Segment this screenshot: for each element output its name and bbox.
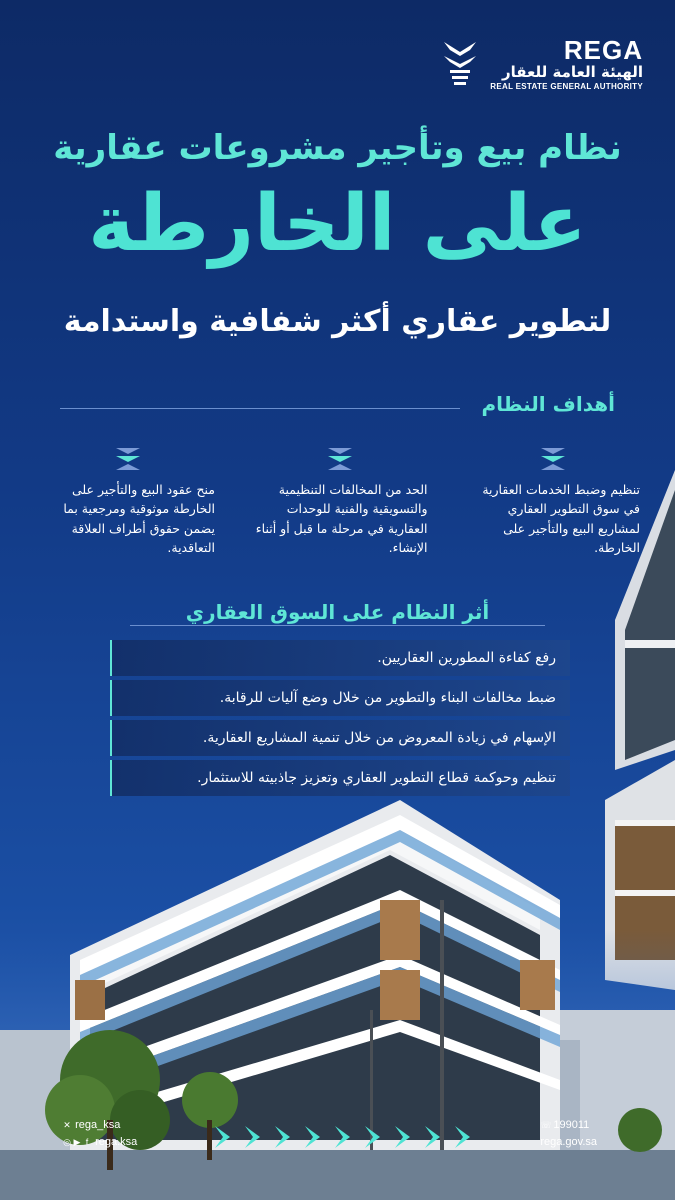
goals-divider [60, 408, 460, 409]
impact-item: تنظيم وحوكمة قطاع التطوير العقاري وتعزيز جاذبيته للاستثمار. [110, 760, 570, 796]
x-handle: rega_ksa [75, 1118, 121, 1131]
impact-item: رفع كفاءة المطورين العقاريين. [110, 640, 570, 676]
logo-english-name: REAL ESTATE GENERAL AUTHORITY [490, 82, 643, 92]
logo-brand: REGA [563, 34, 643, 65]
impact-item: الإسهام في زيادة المعروض من خلال تنمية المشاريع العقارية. [110, 720, 570, 756]
instagram-icon: ◎ [63, 1137, 71, 1148]
youtube-icon: ▶ [73, 1137, 81, 1148]
goal-text: تنظيم وضبط الخدمات العقارية في سوق التطوير العقاري لمشاريع البيع والتأجير على الخارطة. [482, 482, 640, 556]
phone-row[interactable] [540, 1117, 597, 1135]
rega-emblem-icon [440, 36, 480, 92]
impact-divider [130, 625, 545, 626]
impact-list [110, 640, 570, 800]
footer-contact [540, 1117, 597, 1152]
goal-text: الحد من المخالفات التنظيمية والتسويقية والفنية للوحدات العقارية في مرحلة ما قبل أو أثناء الإنشاء. [255, 482, 428, 556]
goals-title: أهداف النظام [481, 392, 615, 416]
footer-social [62, 1117, 137, 1152]
goal-item [40, 448, 215, 558]
facebook-icon: f [85, 1137, 89, 1148]
impact-title: أثر النظام على السوق العقاري [185, 600, 490, 624]
headline-line2: على الخارطة [88, 179, 587, 269]
chevron-icon [116, 448, 140, 470]
chevron-icon [328, 448, 352, 470]
goals-list [40, 448, 640, 558]
headline-line1: نظام بيع وتأجير مشروعات عقارية [53, 128, 622, 168]
rega-logo [440, 36, 643, 92]
headline-line3: لتطوير عقاري أكثر شفافية واستدامة [63, 304, 612, 339]
impact-heading [0, 600, 675, 624]
social-handle: rega.ksa [95, 1136, 138, 1149]
website-link[interactable]: rega.gov.sa [540, 1136, 597, 1149]
social-handle-row[interactable] [62, 1134, 137, 1152]
x-icon: ✕ [63, 1119, 71, 1130]
impact-item: ضبط مخالفات البناء والتطوير من خلال وضع آليات للرقابة. [110, 680, 570, 716]
goal-text: منح عقود البيع والتأجير على الخارطة موثوقية ومرجعية بما يضمن حقوق أطراف العلاقة التعاقدية. [63, 482, 215, 556]
decorative-pattern [205, 1124, 475, 1150]
phone-number: 199011 [553, 1118, 590, 1131]
chevron-icon [541, 448, 565, 470]
phone-icon: ☏ [540, 1119, 552, 1130]
logo-arabic-name: الهيئة العامة للعقار [501, 62, 643, 81]
goal-item [253, 448, 428, 558]
x-handle-row[interactable] [62, 1117, 137, 1135]
